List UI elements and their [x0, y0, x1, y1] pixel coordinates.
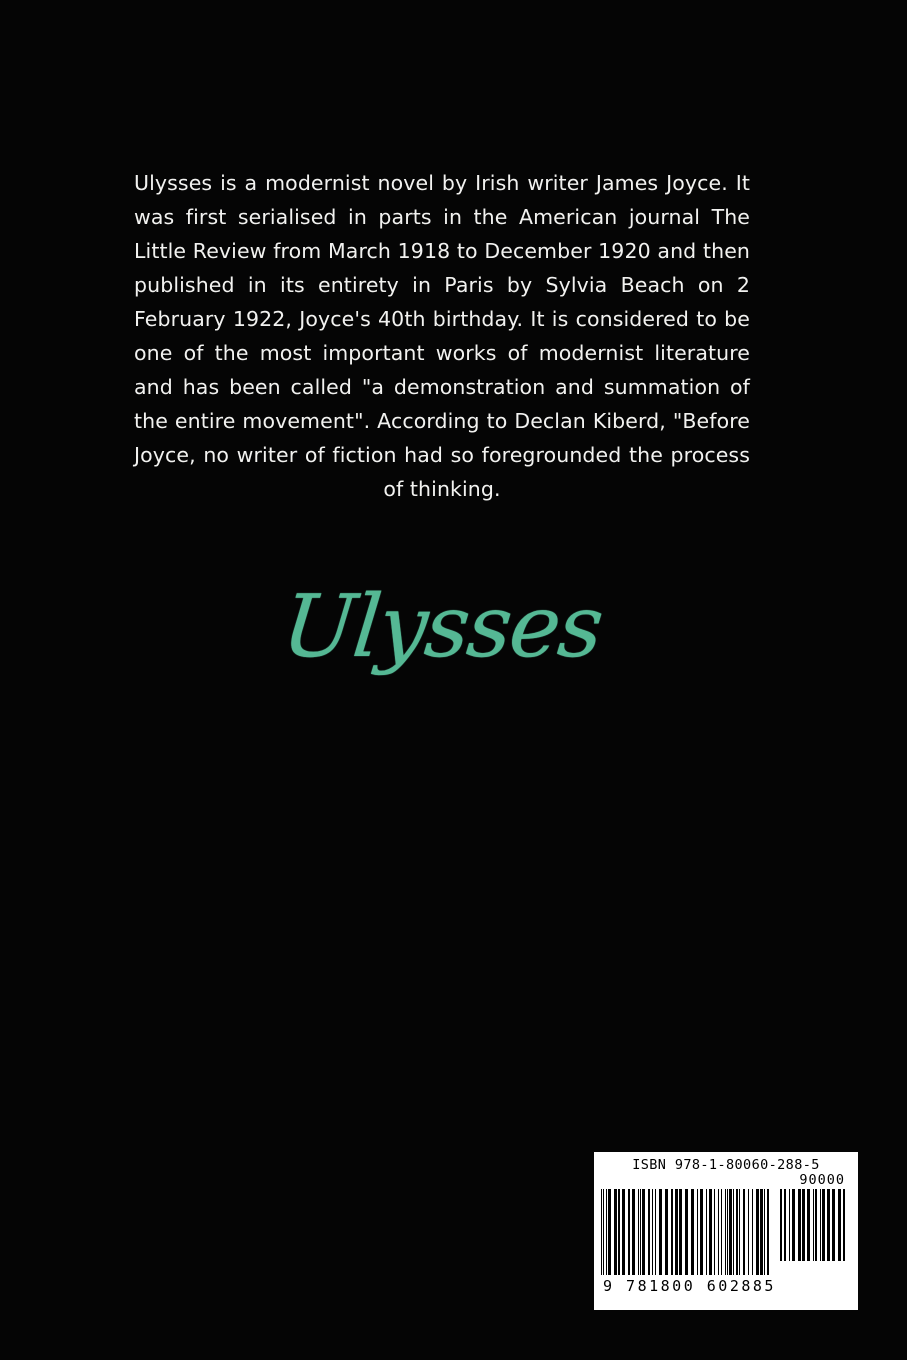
ean13-bars [601, 1189, 769, 1275]
book-title: Ulysses [277, 577, 607, 677]
barcode-bars [601, 1189, 851, 1275]
ean-digits: 9 781800 602885 [603, 1277, 776, 1295]
ean5-addon-bars [780, 1189, 848, 1261]
barcode-block [594, 1152, 858, 1310]
book-description: Ulysses is a modernist novel by Irish writer James Joyce. It was first serialised in parts in the American journal The Little Review from March 1918 to December 1920 and then published in its entirety in Paris by Sylvia Beach on 2 February 1922, Joyce's 40th birthday. It is considered to be one of the most important works of modernist literature and has been called "a demonstration and summation of the entire movement". According to Declan Kiberd, "Before Joyce, no writer of fiction had so foregrounded the process of thinking. [134, 171, 750, 501]
barcode-addon-value: 90000 [799, 1172, 845, 1188]
isbn-label: ISBN 978-1-80060-288-5 [632, 1157, 820, 1173]
